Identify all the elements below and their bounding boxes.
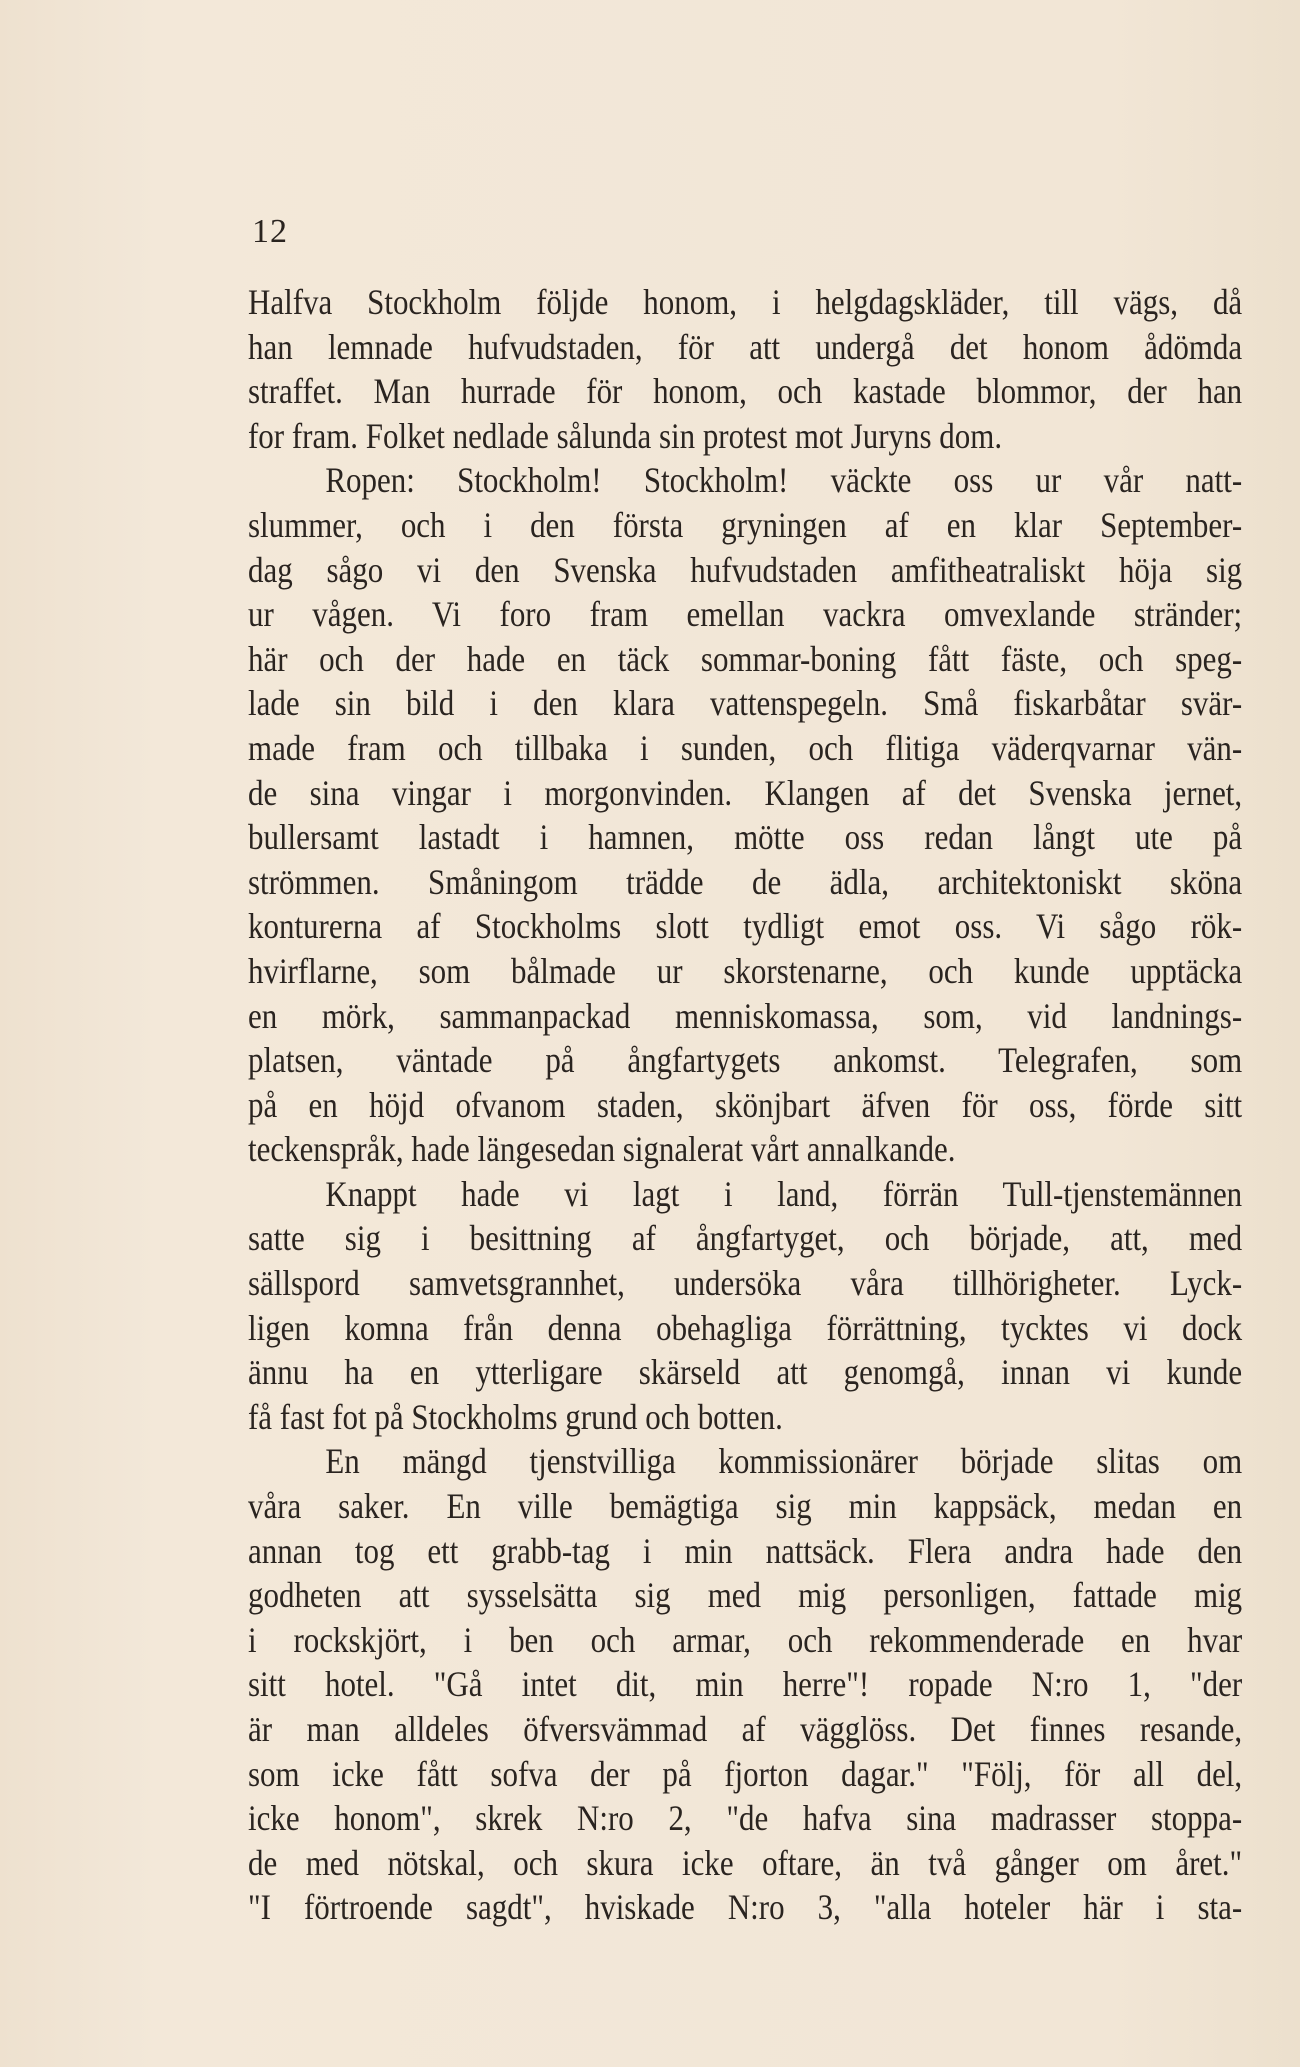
text-line: en mörk, sammanpackad menniskomassa, som, vid landnings- bbox=[248, 995, 1243, 1036]
text-line: hvirflarne, som bålmade ur skorstenarne, och kunde upptäcka bbox=[248, 950, 1243, 991]
text-line: "I förtroende sagdt", hviskade N:ro 3, "alla hoteler här i sta- bbox=[248, 1887, 1243, 1928]
text-line: icke honom", skrek N:ro 2, "de hafva sina madrasser stoppa- bbox=[248, 1798, 1243, 1839]
text-line: satte sig i besittning af ångfartyget, och började, att, med bbox=[248, 1218, 1243, 1259]
text-line: for fram. Folket nedlade sålunda sin protest mot Juryns dom. bbox=[248, 415, 1003, 456]
text-line: är man alldeles öfversvämmad af vägglöss. Det finnes resande, bbox=[248, 1709, 1243, 1749]
text-line: på en höjd ofvanom staden, skönjbart äfven för oss, förde sitt bbox=[248, 1084, 1243, 1125]
text-line: lade sin bild i den klara vattenspegeln. Små fiskarbåtar svär- bbox=[248, 683, 1243, 724]
text-line: sällspord samvetsgrannhet, undersöka våra tillhörigheter. Lyck- bbox=[248, 1263, 1243, 1304]
text-line: teckenspråk, hade längesedan signalerat vårt annalkande. bbox=[248, 1129, 956, 1170]
text-line: han lemnade hufvudstaden, för att undergå det honom ådömda bbox=[248, 326, 1243, 367]
body-text bbox=[248, 280, 1242, 1930]
text-line: som icke fått sofva der på fjorton dagar." "Följ, för all del, bbox=[248, 1753, 1243, 1794]
text-line: sitt hotel. "Gå intet dit, min herre"! ropade N:ro 1, "der bbox=[248, 1664, 1243, 1705]
text-line: våra saker. En ville bemägtiga sig min kappsäck, medan en bbox=[248, 1486, 1243, 1527]
text-line: straffet. Man hurrade för honom, och kastade blommor, der han bbox=[248, 371, 1243, 412]
text-line: slummer, och i den första gryningen af en klar September- bbox=[248, 504, 1243, 545]
text-line: ännu ha en ytterligare skärseld att genomgå, innan vi kunde bbox=[248, 1352, 1243, 1393]
text-line: konturerna af Stockholms slott tydligt emot oss. Vi sågo rök- bbox=[248, 906, 1243, 947]
text-line: här och der hade en täck sommar-boning fått fäste, och speg- bbox=[248, 638, 1243, 679]
text-line: få fast fot på Stockholms grund och botten. bbox=[248, 1396, 783, 1437]
text-line: annan tog ett grabb-tag i min nattsäck. Flera andra hade den bbox=[248, 1530, 1243, 1571]
text-line: de med nötskal, och skura icke oftare, än två gånger om året." bbox=[248, 1842, 1243, 1883]
text-line: strömmen. Småningom trädde de ädla, architektoniskt sköna bbox=[248, 861, 1243, 902]
text-line: ligen komna från denna obehagliga förrättning, tycktes vi dock bbox=[248, 1307, 1243, 1348]
text-line: i rockskjört, i ben och armar, och rekommenderade en hvar bbox=[248, 1619, 1243, 1660]
text-line: dag sågo vi den Svenska hufvudstaden amfitheatraliskt höja sig bbox=[248, 549, 1243, 590]
text-line: godheten att sysselsätta sig med mig personligen, fattade mig bbox=[248, 1575, 1243, 1616]
text-line: Ropen: Stockholm! Stockholm! väckte oss ur vår natt- bbox=[325, 460, 1243, 501]
text-line: bullersamt lastadt i hamnen, mötte oss redan långt ute på bbox=[248, 817, 1243, 858]
text-line: Halfva Stockholm följde honom, i helgdagskläder, till vägs, då bbox=[248, 282, 1243, 322]
text-line: Knappt hade vi lagt i land, förrän Tull-tjenstemännen bbox=[325, 1173, 1243, 1214]
text-line: ur vågen. Vi foro fram emellan vackra omvexlande stränder; bbox=[248, 594, 1243, 635]
page-number: 12 bbox=[252, 213, 288, 250]
text-line: platsen, väntade på ångfartygets ankomst. Telegrafen, som bbox=[248, 1040, 1243, 1081]
text-line: En mängd tjenstvilliga kommissionärer började slitas om bbox=[325, 1441, 1243, 1482]
text-line: de sina vingar i morgonvinden. Klangen af det Svenska jernet, bbox=[248, 772, 1243, 813]
text-line: made fram och tillbaka i sunden, och flitiga väderqvarnar vän- bbox=[248, 727, 1243, 768]
